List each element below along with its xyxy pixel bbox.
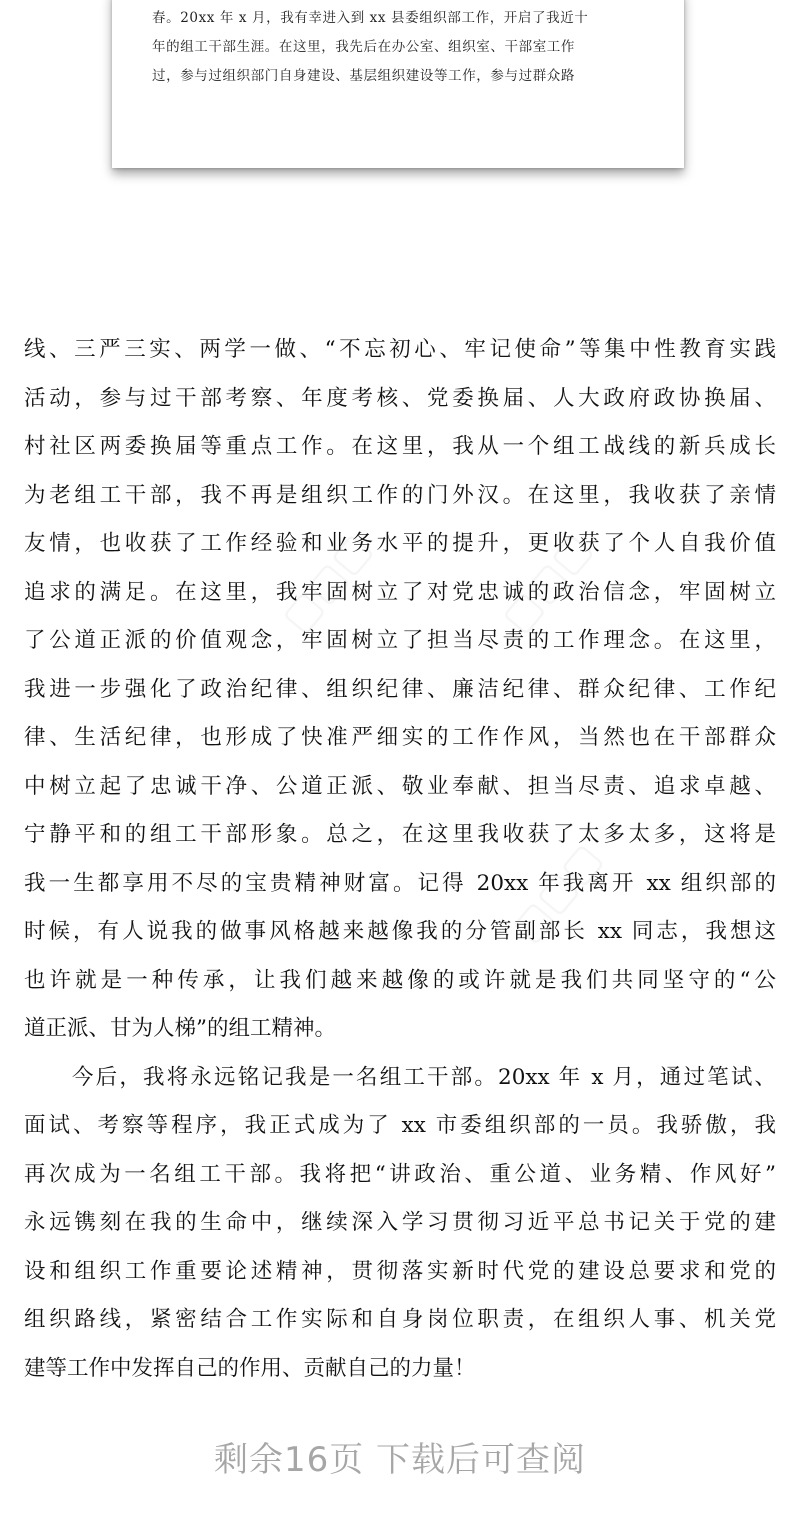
paragraph-line: 设和组织工作重要论述精神，贯彻落实新时代党的建设总要求和党的 bbox=[24, 1258, 776, 1284]
paragraph-line: 村社区两委换届等重点工作。在这里，我从一个组工战线的新兵成长 bbox=[24, 434, 776, 459]
paragraph-line: 时候，有人说我的做事风格越来越像我的分管副部长 xx 同志，我想这 bbox=[24, 919, 776, 944]
paragraph-line: 律、生活纪律，也形成了快准严细实的工作作风，当然也在干部群众 bbox=[24, 725, 776, 750]
watermark-decoration: ▢▢▢ bbox=[492, 524, 601, 642]
paragraph-line: 我进一步强化了政治纪律、组织纪律、廉洁纪律、群众纪律、工作纪 bbox=[24, 676, 776, 702]
preview-page-card bbox=[112, 0, 684, 168]
paragraph-line: 追求的满足。在这里，我牢固树立了对党忠诚的政治信念，牢固树立 bbox=[24, 579, 776, 605]
paragraph-line: 道正派、甘为人梯”的组工精神。 bbox=[24, 1016, 336, 1041]
remaining-pages-notice[interactable]: 剩余16页 下载后可查阅 bbox=[213, 1440, 587, 1480]
document-body bbox=[24, 326, 776, 1393]
paragraph-line: 我一生都享用不尽的宝贵精神财富。记得 20xx 年我离开 xx 组织部的 bbox=[24, 870, 776, 896]
preview-line: 过，参与过组织部门自身建设、基层组织建设等工作，参与过群众路 bbox=[152, 68, 575, 84]
paragraph-line: 中树立起了忠诚干净、公道正派、敬业奉献、担当尽责、追求卓越、 bbox=[24, 773, 776, 799]
paragraph-line: 永远镌刻在我的生命中，继续深入学习贯彻习近平总书记关于党的建 bbox=[24, 1210, 776, 1235]
paragraph-line: 宁静平和的组工干部形象。总之，在这里我收获了太多太多，这将是 bbox=[24, 822, 776, 847]
paragraph-line: 再次成为一名组工干部。我将把“讲政治、重公道、业务精、作风好” bbox=[24, 1161, 776, 1187]
paragraph-line: 今后，我将永远铭记我是一名组工干部。20xx 年 x 月，通过笔试、 bbox=[72, 1064, 776, 1090]
paragraph-line: 活动，参与过干部考察、年度考核、党委换届、人大政府政协换届、 bbox=[24, 385, 776, 411]
paragraph-line: 也许就是一种传承，让我们越来越像的或许就是我们共同坚守的“公 bbox=[24, 967, 776, 993]
paragraph-line: 友情，也收获了工作经验和业务水平的提升，更收获了个人自我价值 bbox=[24, 531, 776, 556]
paragraph-line: 面试、考察等程序，我正式成为了 xx 市委组织部的一员。我骄傲，我 bbox=[24, 1113, 776, 1138]
paragraph-line: 了公道正派的价值观念，牢固树立了担当尽责的工作理念。在这里， bbox=[24, 628, 776, 653]
preview-line: 年的组工干部生涯。在这里，我先后在办公室、组织室、干部室工作 bbox=[152, 39, 575, 55]
paragraph-line: 为老组工干部，我不再是组织工作的门外汉。在这里，我收获了亲情 bbox=[24, 482, 776, 508]
paragraph-line: 建等工作中发挥自己的作用、贡献自己的力量！ bbox=[24, 1355, 476, 1381]
preview-line: 春。20xx 年 x 月，我有幸进入到 xx 县委组织部工作，开启了我近十 bbox=[152, 10, 589, 26]
watermark-decoration: ▢▢▢ bbox=[272, 524, 381, 642]
paragraph-line: 组织路线，紧密结合工作实际和自身岗位职责，在组织人事、机关党 bbox=[24, 1307, 776, 1332]
paragraph-line: 线、三严三实、两学一做、“不忘初心、牢记使命”等集中性教育实践 bbox=[24, 337, 776, 362]
watermark-decoration: ▢▢▢ bbox=[502, 834, 611, 952]
